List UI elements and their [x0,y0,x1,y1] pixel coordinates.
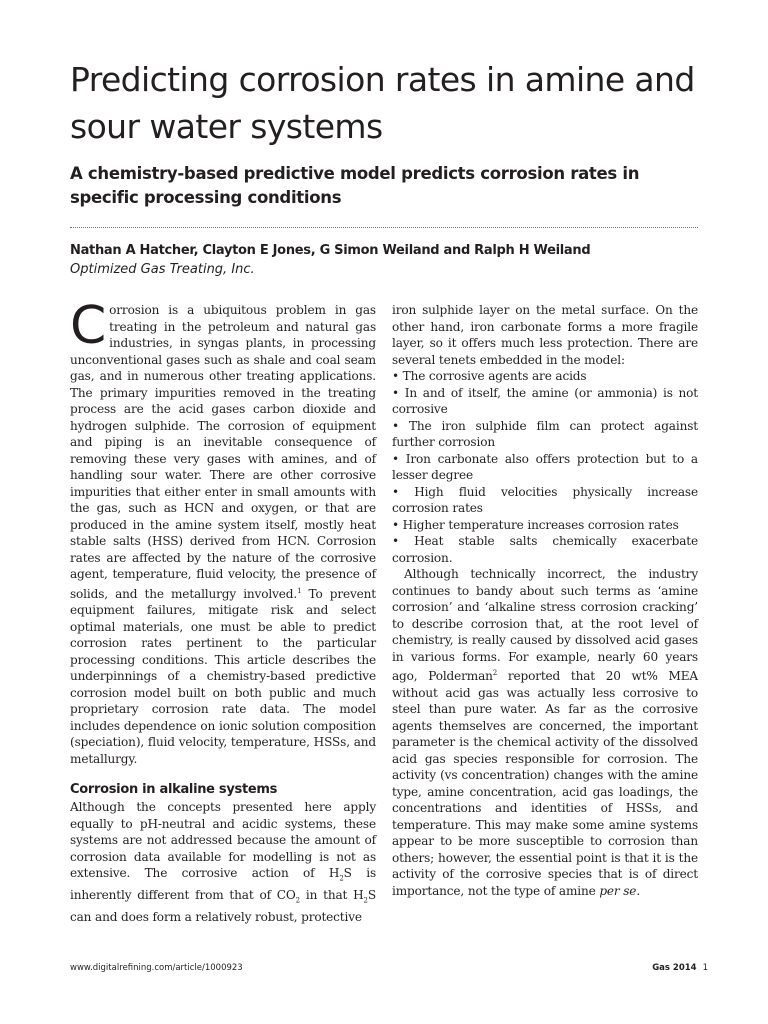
list-item: • High fluid velocities physically increase corrosion rates [392,484,698,515]
intro-text-continued: To prevent equipment failures, mitigate risk and select optimal materials, one must be able to predict corrosion rates pertinent to the particular processing conditions. This article describes the underpinnings of a chemistry-based predictive corrosion model built on both public and much proprietary corrosion rate data. The model includes dependence on ionic solution composition (speciation), fluid velocity, temperature, HSSs, and metallurgy. [70,586,377,766]
body-column-left [70,296,377,925]
tenet-list [392,368,698,566]
subscript-2: 2 [295,896,300,905]
author-list: Nathan A Hatcher, Clayton E Jones, G Simon Weiland and Ralph H Weiland [70,243,591,258]
section-heading: Corrosion in alkaline systems [70,782,278,798]
list-item: • The corrosive agents are acids [392,369,587,383]
paragraph-2-end: . [636,883,641,898]
list-item: • Higher temperature increases corrosion rates [392,517,679,532]
author-affiliation: Optimized Gas Treating, Inc. [70,262,255,277]
dotted-divider [70,227,698,228]
footer-page-info [652,963,708,973]
body-column-right [392,302,698,899]
list-item: • In and of itself, the amine (or ammonia) is not corrosive [392,385,698,416]
page-number: 1 [702,963,708,973]
paragraph-2-text-b: reported that 20 wt% MEA without acid gas was actually less corrosive to steel than pure water. As far as the corrosive agents themselves are concerned, the important parameter is the chemical activity of the dissolved acid gas species responsible for corrosion. The activity (vs concentration) changes with the amine type, amine concentration, acid gas loadings, the concentrations and identities of HSSs, and temperature. This may make some amine systems appear to be more susceptible to corrosion than others; however, the essential point is that it is the activity of the corrosive species that is of direct importance, not the type of amine [392,669,698,898]
list-item: • Heat stable salts chemically exacerbate corrosion. [392,534,698,565]
article-subtitle: A chemistry-based predictive model predicts corrosion rates in specific processing conditions [70,164,640,207]
section-text-a: Although the concepts presented here apply equally to pH-neutral and acidic systems, these systems are not addressed because the amount of corrosion data available for modelling is not as extensive. The corrosive action of H [70,800,376,881]
footer-issue: Gas 2014 [652,963,697,973]
continued-paragraph: iron sulphide layer on the metal surface. On the other hand, iron carbonate forms a more fragile layer, so it offers much less protection. There are several tenets embedded in the model: [392,303,698,367]
article-title: Predicting corrosion rates in amine and sour water systems [70,60,695,146]
reference-2: 2 [492,669,498,677]
footer-url: www.digitalrefining.com/article/1000923 [70,963,243,973]
intro-paragraph [70,296,377,767]
section-paragraph [70,799,376,925]
list-item: • The iron sulphide film can protect against further corrosion [392,418,698,449]
subscript-2: 2 [339,874,344,883]
reference-1: 1 [297,586,302,595]
section-text-b: S is inherently different from that of CO [70,866,376,902]
section-text-c: in that H [299,887,364,902]
paragraph-2 [392,566,698,899]
list-item: • Iron carbonate also offers protection but to a lesser degree [392,451,698,482]
drop-cap: C [70,296,107,356]
italic-per-se: per se [599,883,637,898]
intro-text: orrosion is a ubiquitous problem in gas treating in the petroleum and natural gas industries, in syngas plants, in processing unconventional gases such as shale and coal seam gas, and in numerous other treating applications. The primary impurities removed in the treating process are the acid gases carbon dioxide and hydrogen sulphide. The corrosion of equipment and piping is an inevitable consequence of removing these very gases with amines, and of handling sour water. There are other corrosive impurities that either enter in small amounts with the gas, such as HCN and oxygen, or that are produced in the amine system itself, mostly heat stable salts (HSS) derived from HCN. Corrosion rates are affected by the nature of the corrosive agent, temperature, fluid velocity, the presence of solids, and the metallurgy involved. [70,303,376,601]
section-text-d: S can and does form a relatively robust, protective [70,887,376,924]
subscript-2: 2 [363,896,368,905]
paragraph-2-text-a: Although technically incorrect, the industry continues to bandy about such terms as ‘amine corrosion’ and ‘alkaline stress corrosion cracking’ to describe corrosion that, at the root level of chemistry, is really caused by dissolved acid gases in various forms. For example, nearly 60 years ago, Polderman [392,567,698,684]
